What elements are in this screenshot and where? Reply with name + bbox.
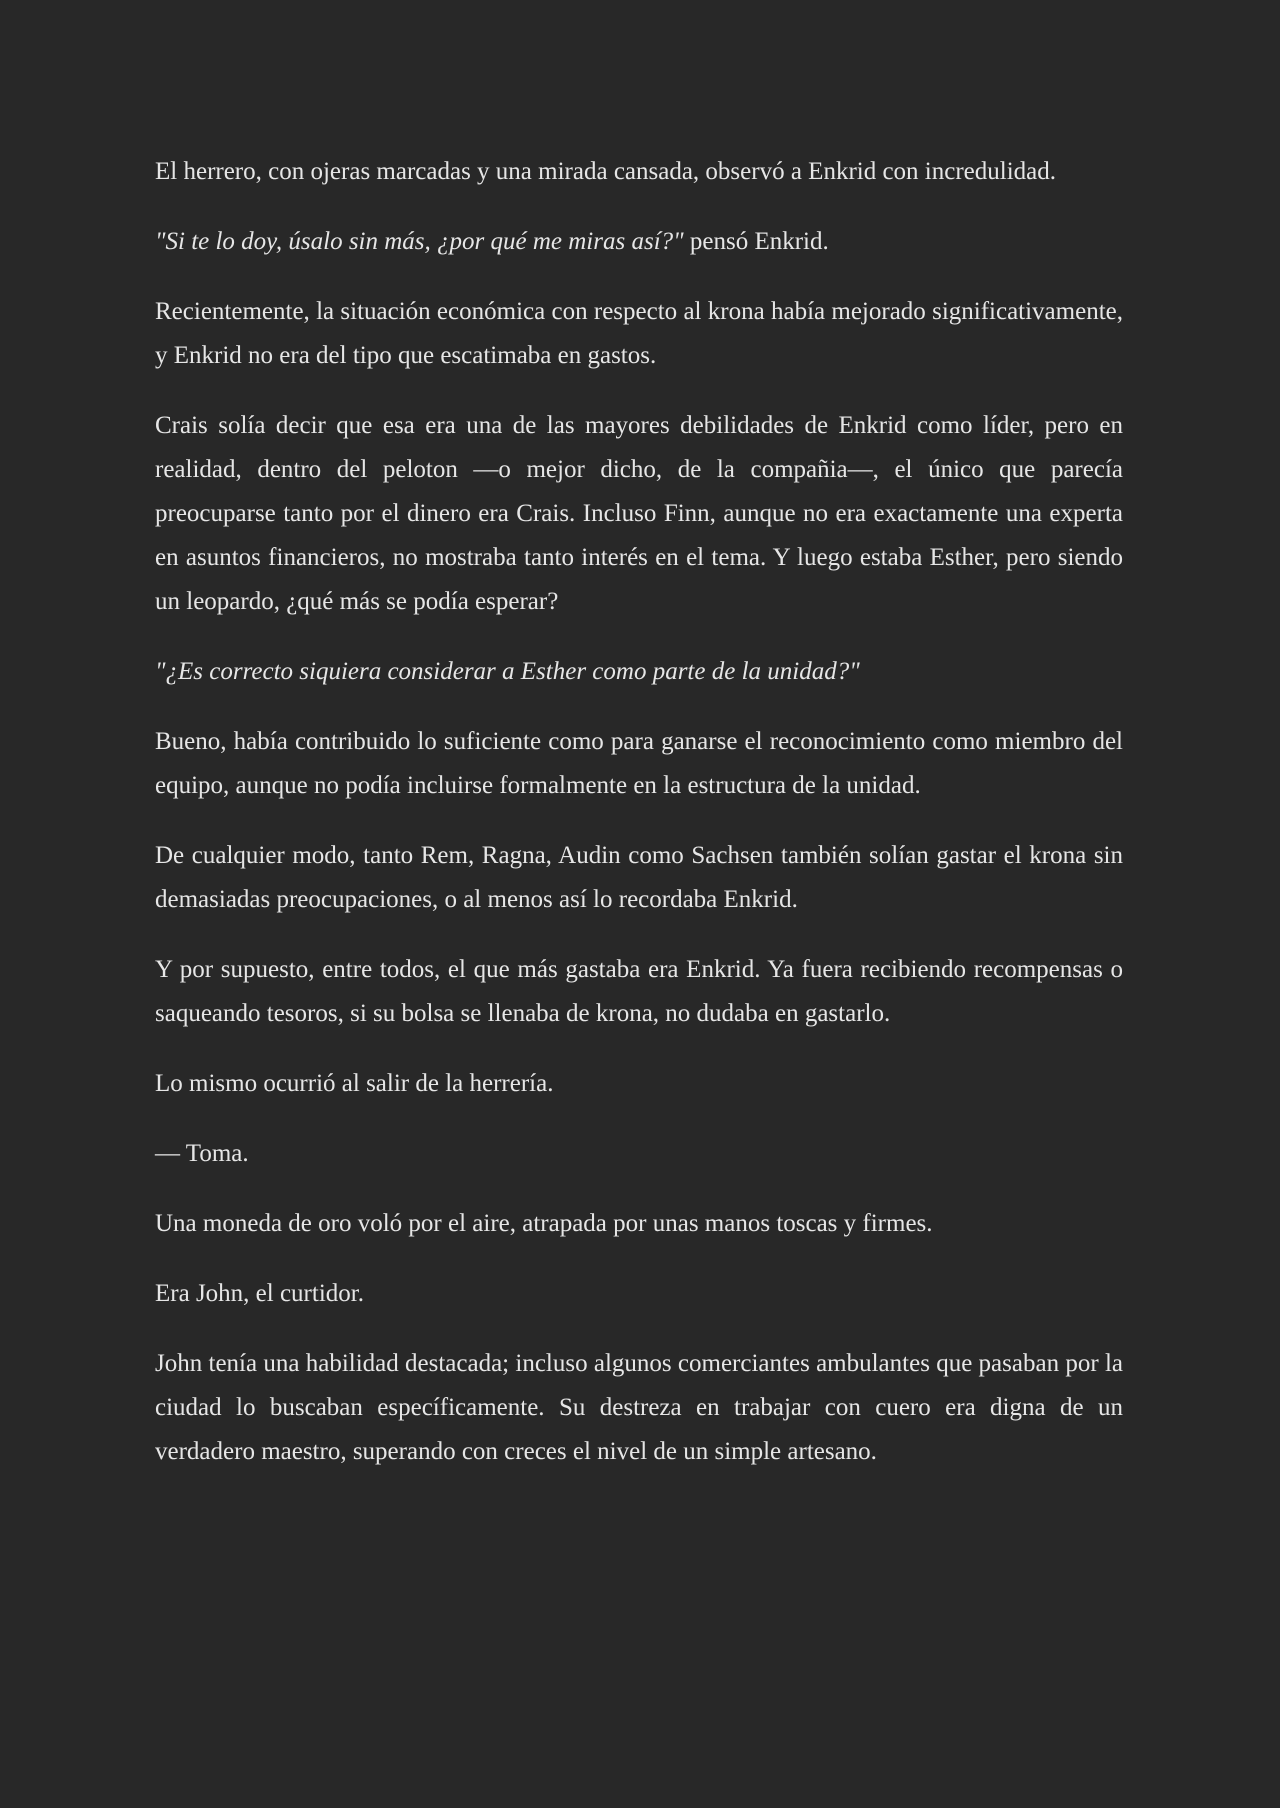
paragraph: Y por supuesto, entre todos, el que más gastaba era Enkrid. Ya fuera recibiendo recompensas o saqueando tesoros, si su bolsa se llenaba de krona, no dudaba en gastarlo. — [155, 956, 1123, 1027]
paragraph: "Si te lo doy, úsalo sin más, ¿por qué me miras así?" pensó Enkrid. — [155, 228, 829, 255]
paragraph: — Toma. — [155, 1140, 249, 1167]
paragraph: De cualquier modo, tanto Rem, Ragna, Audin como Sachsen también solían gastar el krona sin demasiadas preocupaciones, o al menos así lo recordaba Enkrid. — [155, 842, 1123, 913]
italic-thought: "¿Es correcto siquiera considerar a Esther como parte de la unidad?" — [155, 658, 860, 685]
paragraph: Bueno, había contribuido lo suficiente como para ganarse el reconocimiento como miembro del equipo, aunque no podía incluirse formalmente en la estructura de la unidad. — [155, 728, 1123, 799]
paragraph: Crais solía decir que esa era una de las mayores debilidades de Enkrid como líder, pero en realidad, dentro del peloton —o mejor dicho, de la compañia—, el único que parecía preocuparse tanto por el dinero era Crais. Incluso Finn, aunque no era exactamente una experta en asuntos financieros, no mostraba tanto interés en el tema. Y luego estaba Esther, pero siendo un leopardo, ¿qué más se podía esperar? — [155, 412, 1123, 615]
chapter-text — [155, 150, 1123, 1500]
paragraph: El herrero, con ojeras marcadas y una mirada cansada, observó a Enkrid con incredulidad. — [155, 158, 1057, 185]
paragraph: Lo mismo ocurrió al salir de la herrería. — [155, 1070, 554, 1097]
paragraph: Era John, el curtidor. — [155, 1280, 364, 1307]
paragraph — [155, 650, 1123, 694]
paragraph: John tenía una habilidad destacada; incluso algunos comerciantes ambulantes que pasaban por la ciudad lo buscaban específicamente. Su destreza en trabajar con cuero era digna de un verdadero maestro, superando con creces el nivel de un simple artesano. — [155, 1350, 1123, 1465]
italic-thought: "Si te lo doy, úsalo sin más, ¿por qué me miras así?" — [155, 228, 684, 255]
paragraph: Recientemente, la situación económica con respecto al krona había mejorado significativamente, y Enkrid no era del tipo que escatimaba en gastos. — [155, 298, 1123, 369]
paragraph: Una moneda de oro voló por el aire, atrapada por unas manos toscas y firmes. — [155, 1210, 933, 1237]
